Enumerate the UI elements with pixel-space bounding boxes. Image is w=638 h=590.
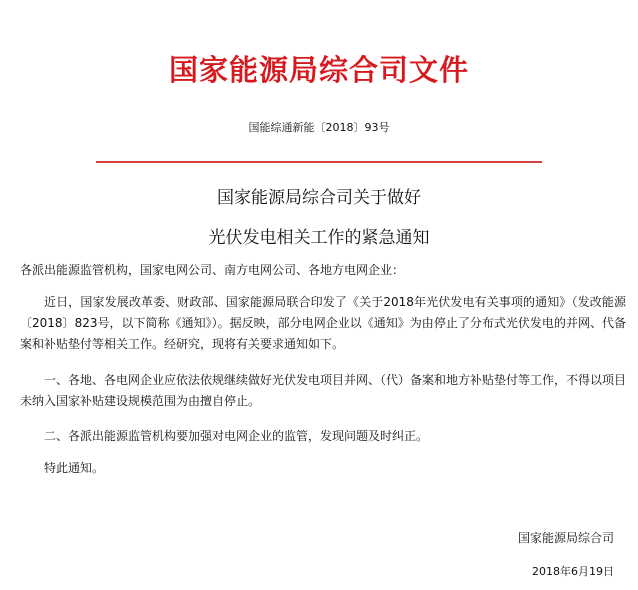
body-paragraph-3: 二、各派出能源监管机构要加强对电网企业的监管，发现问题及时纠正。 bbox=[44, 429, 429, 443]
notice-title-line-2: 光伏发电相关工作的紧急通知 bbox=[208, 228, 430, 248]
salutation: 各派出能源监管机构，国家电网公司、南方电网公司、各地方电网企业： bbox=[20, 263, 405, 277]
document-date: 2018年6月19日 bbox=[532, 565, 614, 578]
closing-remark: 特此通知。 bbox=[44, 461, 105, 475]
notice-title-line-1: 国家能源局综合司关于做好 bbox=[217, 188, 421, 208]
signer-organization: 国家能源局综合司 bbox=[517, 531, 614, 545]
body-paragraph-1: 近日，国家发展改革委、财政部、国家能源局联合印发了《关于2018年光伏发电有关事项的通知》（发改能源〔2018〕823号，以下简称《通知》）。据反映，部分电网企业以《通知》为由停止了分布式光伏发电的并网、代备案和补贴垫付等相关工作。经研究，现将有关要求通知如下。 bbox=[20, 295, 626, 351]
red-divider-line bbox=[96, 161, 542, 163]
document-header-title: 国家能源局综合司文件 bbox=[168, 53, 469, 87]
body-paragraph-2: 一、各地、各电网企业应依法依规继续做好光伏发电项目并网、（代）备案和地方补贴垫付等工作，不得以项目未纳入国家补贴建设规模范围为由擅自停止。 bbox=[20, 373, 627, 408]
document-number: 国能综通新能〔2018〕93号 bbox=[248, 121, 390, 134]
